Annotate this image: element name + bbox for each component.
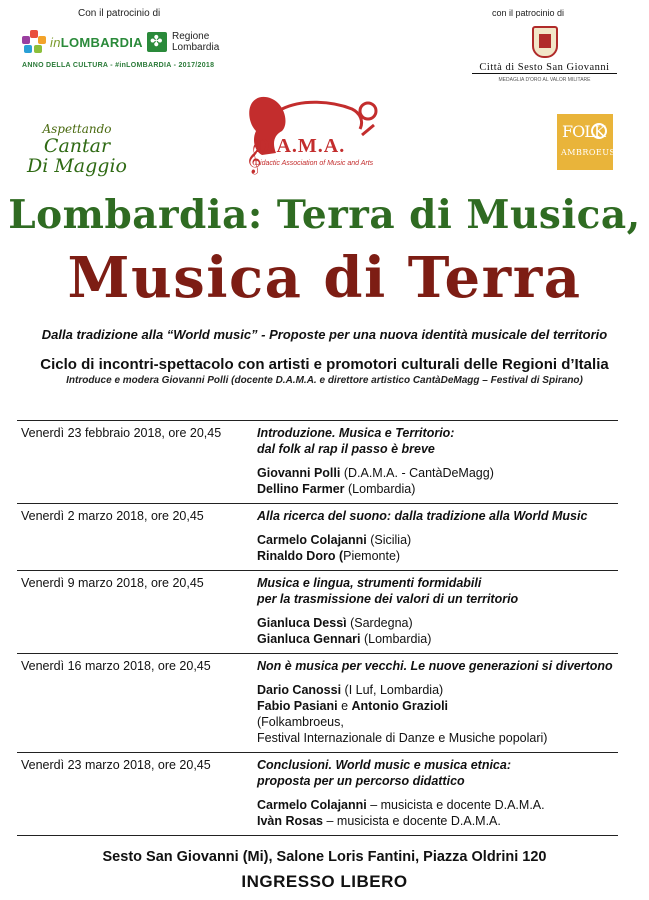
patrocinio-label-right: con il patrocinio di xyxy=(492,8,565,18)
inlombardia-prefix: in xyxy=(50,34,61,50)
event-topic: dal folk al rap il passo è breve xyxy=(257,442,435,456)
schedule-row xyxy=(17,571,618,654)
regione-line1: Regione xyxy=(172,31,210,42)
cantar-line1: Aspettando xyxy=(42,122,112,136)
dama-name: D.A.M.A. xyxy=(255,135,346,157)
folk-ambroeus-logo xyxy=(557,114,616,170)
inlombardia-logo xyxy=(22,30,143,54)
title-line1: Lombardia: Terra di Musica, xyxy=(8,192,641,238)
speaker: Dario Canossi (I Luf, Lombardia) xyxy=(257,683,444,697)
speaker: Gianluca Dessì (Sardegna) xyxy=(257,616,413,630)
cantar-di-maggio-logo xyxy=(22,122,132,176)
inlombardia-star-icon xyxy=(22,30,46,54)
venue: Sesto San Giovanni (Mi), Salone Loris Fantini, Piazza Oldrini 120 xyxy=(102,849,547,865)
patrocinio-label-left: Con il patrocinio di xyxy=(78,8,161,19)
schedule-row xyxy=(17,753,618,836)
event-topic: Musica e lingua, strumenti formidabili xyxy=(257,576,482,590)
subtitle: Dalla tradizione alla “World music” - Proposte per una nuova identità musicale del territorio xyxy=(41,327,608,342)
speaker-note: Festival Internazionale di Danze e Musiche popolari) xyxy=(257,731,548,745)
speaker: Dellino Farmer (Lombardia) xyxy=(257,482,416,496)
event-date: Venerdì 23 febbraio 2018, ore 20,45 xyxy=(21,426,222,440)
schedule-row xyxy=(17,504,618,571)
sponsor-header xyxy=(0,0,649,90)
event-topic: proposta per un percorso didattico xyxy=(257,774,465,788)
sesto-subtitle: MEDAGLIA D'ORO AL VALOR MILITARE xyxy=(498,77,591,83)
ingresso-libero: INGRESSO LIBERO xyxy=(241,872,408,891)
folk-line2: AMBROEUS xyxy=(561,148,616,157)
event-topic: Introduzione. Musica e Territorio: xyxy=(257,426,455,440)
anno-cultura: ANNO DELLA CULTURA - #inLOMBARDIA - 2017/2018 xyxy=(22,62,215,69)
cantar-line3: Di Maggio xyxy=(27,155,127,177)
speaker: Rinaldo Doro (Piemonte) xyxy=(257,549,401,563)
speaker: Carmelo Colajanni – musicista e docente D.A.M.A. xyxy=(257,798,545,812)
event-date: Venerdì 23 marzo 2018, ore 20,45 xyxy=(21,758,211,772)
ciclo-heading: Ciclo di incontri-spettacolo con artisti e promotori culturali delle Regioni d’Italia xyxy=(40,356,609,373)
event-topic: Non è musica per vecchi. Le nuove generazioni si divertono xyxy=(257,659,613,673)
svg-text:𝄞: 𝄞 xyxy=(246,144,262,174)
speaker-note: (Folkambroeus, xyxy=(257,715,344,729)
schedule-row xyxy=(17,654,618,753)
schedule-row xyxy=(17,421,618,504)
dama-subtitle: Didactic Association of Music and Arts xyxy=(255,160,374,167)
speaker: Gianluca Gennari (Lombardia) xyxy=(257,632,432,646)
regione-lombardia-logo xyxy=(147,31,219,53)
speaker: Fabio Pasiani e Antonio Grazioli xyxy=(257,699,449,713)
sesto-crest-icon xyxy=(532,26,558,58)
folk-line1: FOLK xyxy=(562,122,605,141)
title-line2: Musica di Terra xyxy=(67,245,582,311)
folk-disc-icon xyxy=(591,123,607,139)
introduce-line: Introduce e modera Giovanni Polli (docente D.A.M.A. e direttore artistico CantàDeMagg – Festival di Spirano) xyxy=(66,375,583,386)
speaker: Giovanni Polli (D.A.M.A. - CantàDeMagg) xyxy=(257,466,494,480)
event-topic: per la trasmissione dei valori di un territorio xyxy=(257,592,519,606)
speaker: Ivàn Rosas – musicista e docente D.A.M.A. xyxy=(257,814,501,828)
speaker: Carmelo Colajanni (Sicilia) xyxy=(257,533,412,547)
sesto-title: Città di Sesto San Giovanni xyxy=(472,62,617,74)
event-date: Venerdì 2 marzo 2018, ore 20,45 xyxy=(21,509,204,523)
event-topic: Alla ricerca del suono: dalla tradizione alla World Music xyxy=(257,509,588,523)
regione-rose-icon xyxy=(147,32,167,52)
event-date: Venerdì 16 marzo 2018, ore 20,45 xyxy=(21,659,211,673)
regione-line2: Lombardia xyxy=(172,42,220,53)
event-date: Venerdì 9 marzo 2018, ore 20,45 xyxy=(21,576,204,590)
inlombardia-name: LOMBARDIA xyxy=(60,34,143,50)
schedule-table xyxy=(17,420,618,836)
cantar-line2: Cantar xyxy=(43,135,111,157)
event-topic: Conclusioni. World music e musica etnica: xyxy=(257,758,511,772)
